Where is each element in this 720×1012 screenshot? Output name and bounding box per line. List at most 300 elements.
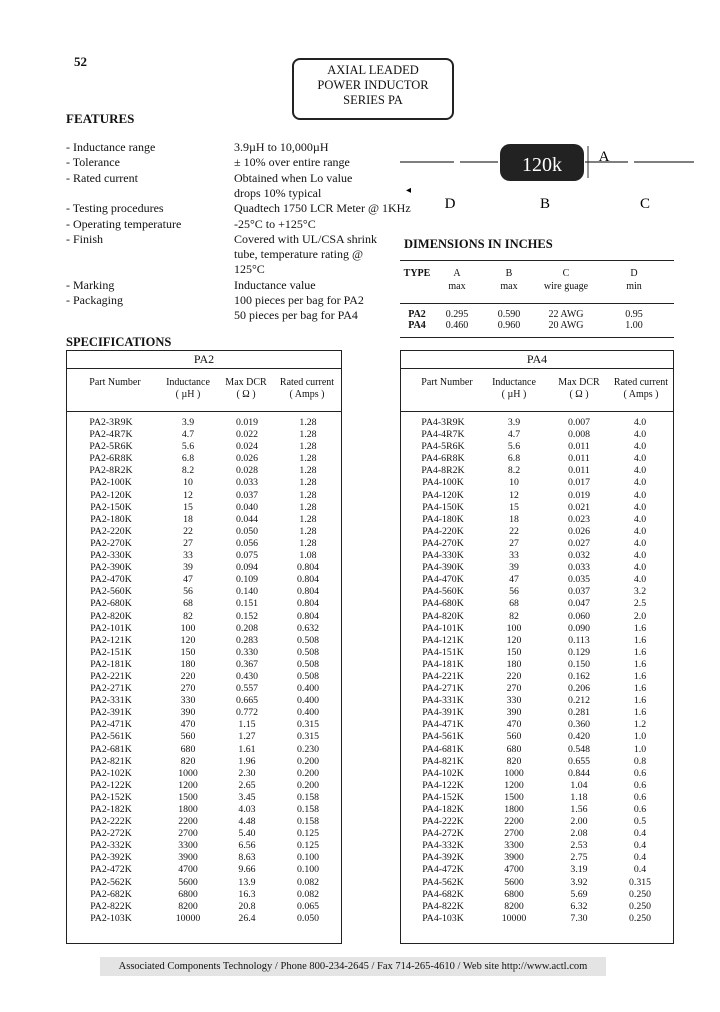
table-cell: 0.082 [296,888,320,900]
table-cell: 4.0 [633,417,647,428]
table-cell: 330 [180,695,196,707]
pa2-table-header [67,369,341,412]
table-cell: 4.7 [181,429,195,441]
dimensions-header-cell [436,267,478,293]
table-cell: 1.96 [238,755,256,767]
table-cell: 0.140 [235,586,259,598]
table-cell: 2.0 [633,610,647,622]
table-cell: 2700 [504,828,524,840]
table-row [401,707,673,719]
table-row [401,526,673,538]
table-row [67,477,341,489]
table-cell: 0.804 [296,586,320,598]
table-cell: 6.8 [181,453,195,465]
table-cell: 0.632 [296,622,320,634]
feature-value: 50 pieces per bag for PA4 [234,308,358,323]
table-cell: 0.4 [633,852,647,864]
table-row [401,852,673,864]
table-row [401,647,673,659]
table-row [401,574,673,586]
table-cell: PA2-4R7K [89,429,133,441]
table-cell: PA4-330K [422,550,464,562]
table-cell: 0.044 [235,513,259,525]
table-cell: 0.094 [235,562,259,574]
table-cell: 4700 [178,864,198,876]
table-cell: 0.230 [296,743,320,755]
table-cell: 2200 [504,816,524,828]
table-row [401,768,673,780]
table-cell: 4.0 [633,513,647,525]
table-cell: 47 [509,574,519,586]
table-row [401,901,673,913]
table-cell: PA2-122K [90,779,132,791]
table-cell: 0.508 [296,634,320,646]
table-cell: 560 [506,731,522,743]
table-cell: 2200 [178,816,198,828]
dimensions-header-top: D [630,268,638,279]
table-row [401,780,673,792]
table-cell: 1.6 [633,670,647,682]
table-cell: PA2-181K [90,658,132,670]
table-cell: PA4-6R8K [421,453,465,465]
table-cell: 0.208 [235,622,259,634]
table-cell: 0.082 [296,876,320,888]
table-cell: 0.200 [296,779,320,791]
table-row [401,502,673,514]
table-row [401,731,673,743]
table-cell: PA2-680K [90,598,132,610]
table-cell: 3300 [178,840,198,852]
table-cell: 26.4 [238,912,256,924]
table-cell: 13.9 [238,876,256,888]
table-cell: 2.53 [570,840,588,852]
table-cell: 6.32 [570,900,588,912]
table-cell: 4.0 [633,574,647,586]
table-cell: PA2-561K [90,731,132,743]
table-cell: 470 [506,719,522,731]
table-cell: 4.0 [633,501,647,513]
table-cell: 0.508 [296,646,320,658]
table-cell: 6.56 [238,840,256,852]
table-cell: PA4-470K [422,574,464,586]
dimensions-header-top: A [453,268,461,279]
table-row [401,453,673,465]
table-cell: 4.0 [633,562,647,574]
pa4-header-inductance: Inductance ( µH ) [492,377,536,400]
table-cell: 8.63 [238,852,256,864]
table-cell: 33 [183,550,193,562]
table-cell: 0.032 [567,550,591,562]
table-cell: PA4-102K [422,767,464,779]
table-row [67,635,341,647]
table-cell: 1800 [504,804,524,815]
label-d: D [444,196,456,212]
table-cell: 5.69 [570,888,588,900]
table-cell: 820 [506,755,522,767]
feature-value: tube, temperature rating @ [234,247,363,262]
table-cell: 270 [506,683,522,695]
table-row [401,671,673,683]
table-cell: PA4-122K [422,779,464,791]
table-cell: 4.48 [238,816,256,828]
table-cell: PA4-103K [422,912,464,924]
table-cell: PA4-271K [422,683,464,695]
table-cell: 1.28 [299,417,317,428]
table-cell: 1.04 [570,779,588,791]
table-cell: 8200 [504,900,524,912]
feature-label: - Inductance range [66,140,156,154]
table-cell: 0.033 [567,562,591,574]
table-cell: PA2-272K [90,828,132,840]
table-cell: PA2-562K [90,876,132,888]
table-cell: 1200 [504,779,524,791]
table-cell: 8.2 [181,465,195,477]
table-cell: 22 [509,525,519,537]
dimensions-cell: 0.295 [445,309,469,320]
table-cell: 5.40 [238,828,256,840]
table-cell: 0.212 [567,695,591,707]
pa2-header-inductance: Inductance ( µH ) [166,377,210,400]
table-cell: 1.28 [299,525,317,537]
table-cell: PA2-821K [90,755,132,767]
pa4-header-current: Rated current ( Amps ) [613,377,669,400]
table-cell: 0.162 [567,670,591,682]
pa2-header-current: Rated current ( Amps ) [279,377,335,400]
table-row [67,514,341,526]
feature-label: - Testing procedures [66,201,164,216]
table-cell: 1.28 [299,465,317,477]
dimensions-header-sub: min [626,281,642,292]
table-row [67,647,341,659]
table-cell: 0.367 [235,658,259,670]
table-cell: PA4-120K [422,489,464,501]
table-cell: PA4-270K [422,537,464,549]
table-row [67,490,341,502]
table-cell: 1.6 [633,707,647,719]
table-cell: 0.033 [235,477,259,489]
table-cell: 10 [183,477,193,489]
dimensions-cell: 22 AWG [548,309,584,320]
table-cell: 0.050 [235,525,259,537]
dimensions-header [400,267,674,297]
table-row [67,804,341,816]
feature-value: 100 pieces per bag for PA2 [234,293,364,307]
table-cell: 6800 [178,888,198,900]
table-cell: PA4-100K [422,477,464,489]
pa4-header-dcr: Max DCR ( Ω ) [558,377,600,400]
table-cell: 0.024 [235,441,259,453]
table-cell: 5600 [178,876,198,888]
table-row [67,707,341,719]
table-cell: 1000 [178,767,198,779]
table-cell: PA2-8R2K [89,465,133,477]
table-cell: 33 [509,550,519,562]
feature-label: - Operating temperature [66,216,182,231]
table-row [67,913,341,925]
pa2-table [66,350,342,944]
dimensions-cell: 1.00 [625,320,643,331]
table-row [67,840,341,852]
table-row [401,429,673,441]
table-cell: 1.6 [633,658,647,670]
table-cell: 1.27 [238,731,256,743]
table-row [401,913,673,925]
table-row [401,828,673,840]
table-cell: PA4-821K [422,755,464,767]
table-cell: 4.0 [633,525,647,537]
table-cell: 0.040 [235,501,259,513]
table-cell: 1.6 [633,646,647,658]
feature-value: -25°C to +125°C [234,216,316,231]
feature-label: - Tolerance [66,155,120,170]
table-row [401,683,673,695]
dimensions-header-cell [400,267,434,280]
table-cell: 39 [509,562,519,574]
table-cell: 1.15 [238,719,256,731]
table-cell: 1.6 [633,683,647,695]
table-cell: 4.0 [633,489,647,501]
table-cell: 68 [509,598,519,610]
table-cell: 3900 [504,852,524,864]
table-cell: 0.158 [296,791,320,803]
table-row [401,623,673,635]
table-cell: 68 [183,598,193,610]
table-cell: PA4-682K [422,888,464,900]
table-cell: 0.021 [567,501,591,513]
feature-value: Covered with UL/CSA shrink [234,231,377,246]
table-cell: PA4-332K [422,840,464,852]
table-cell: PA4-681K [422,743,464,755]
table-cell: 0.008 [567,429,591,441]
table-cell: 0.420 [567,731,591,743]
table-row [67,768,341,780]
table-cell: 0.011 [568,453,590,465]
table-cell: PA4-181K [422,658,464,670]
table-row [67,562,341,574]
table-cell: 680 [180,743,196,755]
table-cell: PA2-3R9K [89,417,133,428]
table-cell: 8200 [178,900,198,912]
table-cell: PA2-820K [90,610,132,622]
table-cell: PA2-271K [90,683,132,695]
label-b: B [539,196,551,212]
dimensions-cell: 0.95 [625,309,643,320]
table-cell: PA2-100K [90,477,132,489]
table-cell: 0.158 [296,816,320,828]
table-cell: 0.150 [567,658,591,670]
table-cell: PA2-472K [90,864,132,876]
table-cell: 0.6 [633,804,647,815]
table-cell: 5.6 [181,441,195,453]
table-cell: 1.28 [299,513,317,525]
table-cell: 1.56 [570,804,588,815]
pa4-rows [401,412,673,925]
table-row [67,852,341,864]
table-cell: 0.028 [235,465,259,477]
table-cell: PA2-150K [90,501,132,513]
arrow-left-icon: ◂ [406,185,412,196]
table-row [67,538,341,550]
pa2-rows [67,412,341,925]
table-cell: 0.250 [628,900,652,912]
table-cell: PA4-472K [422,864,464,876]
table-cell: PA4-331K [422,695,464,707]
table-cell: 0.844 [567,767,591,779]
table-cell: 1800 [178,804,198,815]
table-cell: PA4-101K [422,622,464,634]
dimensions-header-cell [608,267,660,293]
table-cell: 0.151 [235,598,259,610]
table-cell: PA4-121K [422,634,464,646]
table-cell: 6800 [504,888,524,900]
table-cell: 0.250 [628,912,652,924]
feature-label: - Finish [66,231,104,246]
table-row [67,877,341,889]
table-cell: PA2-682K [90,888,132,900]
table-cell: 27 [509,537,519,549]
table-cell: 0.772 [235,707,259,719]
table-row [67,611,341,623]
table-cell: 47 [183,574,193,586]
table-cell: 0.017 [567,477,591,489]
table-cell: 12 [183,489,193,501]
table-row [67,465,341,477]
table-cell: 0.035 [567,574,591,586]
table-row [401,611,673,623]
table-row [401,756,673,768]
table-cell: 0.007 [567,417,591,428]
table-cell: 1000 [504,767,524,779]
table-cell: PA2-470K [90,574,132,586]
table-row [401,659,673,671]
table-cell: 3.9 [181,417,195,428]
dimensions-header-top: B [505,268,513,279]
table-cell: 1.28 [299,501,317,513]
table-row [67,441,341,453]
table-cell: 4.0 [633,429,647,441]
table-cell: 3.19 [570,864,588,876]
table-row [401,804,673,816]
table-cell: 0.8 [633,755,647,767]
table-cell: PA2-560K [90,586,132,598]
table-row [67,586,341,598]
table-cell: 4.0 [633,465,647,477]
table-cell: 680 [506,743,522,755]
table-cell: PA4-150K [422,501,464,513]
table-cell: PA2-103K [90,912,132,924]
table-cell: 1.6 [633,695,647,707]
table-cell: 1.28 [299,453,317,465]
inductor-diagram [398,138,698,218]
table-cell: 39 [183,562,193,574]
table-cell: 0.125 [296,840,320,852]
table-row [401,816,673,828]
feature-value: 125°C [234,262,265,277]
table-cell: 390 [180,707,196,719]
table-cell: 0.200 [296,767,320,779]
table-cell: 1.28 [299,441,317,453]
table-row [67,780,341,792]
table-cell: 15 [509,501,519,513]
table-cell: 4.7 [507,429,521,441]
table-row [67,526,341,538]
title-line-3: SERIES PA [343,93,403,107]
dimensions-header-sub: max [448,281,466,292]
feature-label: - Marking [66,277,115,292]
table-cell: 4.0 [633,550,647,562]
table-cell: 2.75 [570,852,588,864]
table-cell: 0.655 [567,755,591,767]
table-cell: 0.804 [296,562,320,574]
table-cell: 10000 [175,912,201,924]
dimensions-header-top: C [562,268,570,279]
table-cell: PA2-390K [90,562,132,574]
table-cell: PA4-4R7K [421,429,465,441]
pa4-table-title: PA4 [401,351,673,369]
table-cell: 18 [509,513,519,525]
table-row [401,562,673,574]
dimensions-cell: 0.460 [445,320,469,331]
table-cell: 1.28 [299,537,317,549]
table-row [401,744,673,756]
table-cell: 18 [183,513,193,525]
title-box [292,58,454,120]
table-cell: PA2-6R8K [89,453,133,465]
table-cell: 470 [180,719,196,731]
table-cell: 0.023 [567,513,591,525]
table-row [401,840,673,852]
table-cell: 0.557 [235,683,259,695]
table-cell: 0.206 [567,683,591,695]
table-cell: 0.283 [235,634,259,646]
table-cell: 0.100 [296,852,320,864]
table-cell: 180 [506,658,522,670]
table-cell: 0.022 [235,429,259,441]
table-cell: 4.0 [633,441,647,453]
table-cell: PA4-221K [422,670,464,682]
table-cell: 2.65 [238,779,256,791]
table-cell: 220 [506,670,522,682]
table-cell: 9.66 [238,864,256,876]
table-cell: 4.0 [633,453,647,465]
table-row [67,719,341,731]
table-cell: 0.315 [628,876,652,888]
table-cell: 0.026 [235,453,259,465]
feature-value: Inductance value [234,277,316,292]
table-cell: PA2-221K [90,670,132,682]
table-cell: 2700 [178,828,198,840]
table-row [401,538,673,550]
table-cell: 15 [183,501,193,513]
table-row [401,586,673,598]
table-cell: 6.8 [507,453,521,465]
table-row [67,683,341,695]
table-row [67,744,341,756]
table-cell: 390 [506,707,522,719]
table-cell: 16.3 [238,888,256,900]
table-cell: 0.665 [235,695,259,707]
table-row [401,477,673,489]
table-cell: 1.6 [633,622,647,634]
table-cell: 4700 [504,864,524,876]
table-cell: 0.330 [235,646,259,658]
table-cell: PA4-392K [422,852,464,864]
table-cell: 82 [509,610,519,622]
table-cell: 0.400 [296,695,320,707]
table-cell: PA2-101K [90,622,132,634]
table-cell: PA2-332K [90,840,132,852]
table-cell: 180 [180,658,196,670]
